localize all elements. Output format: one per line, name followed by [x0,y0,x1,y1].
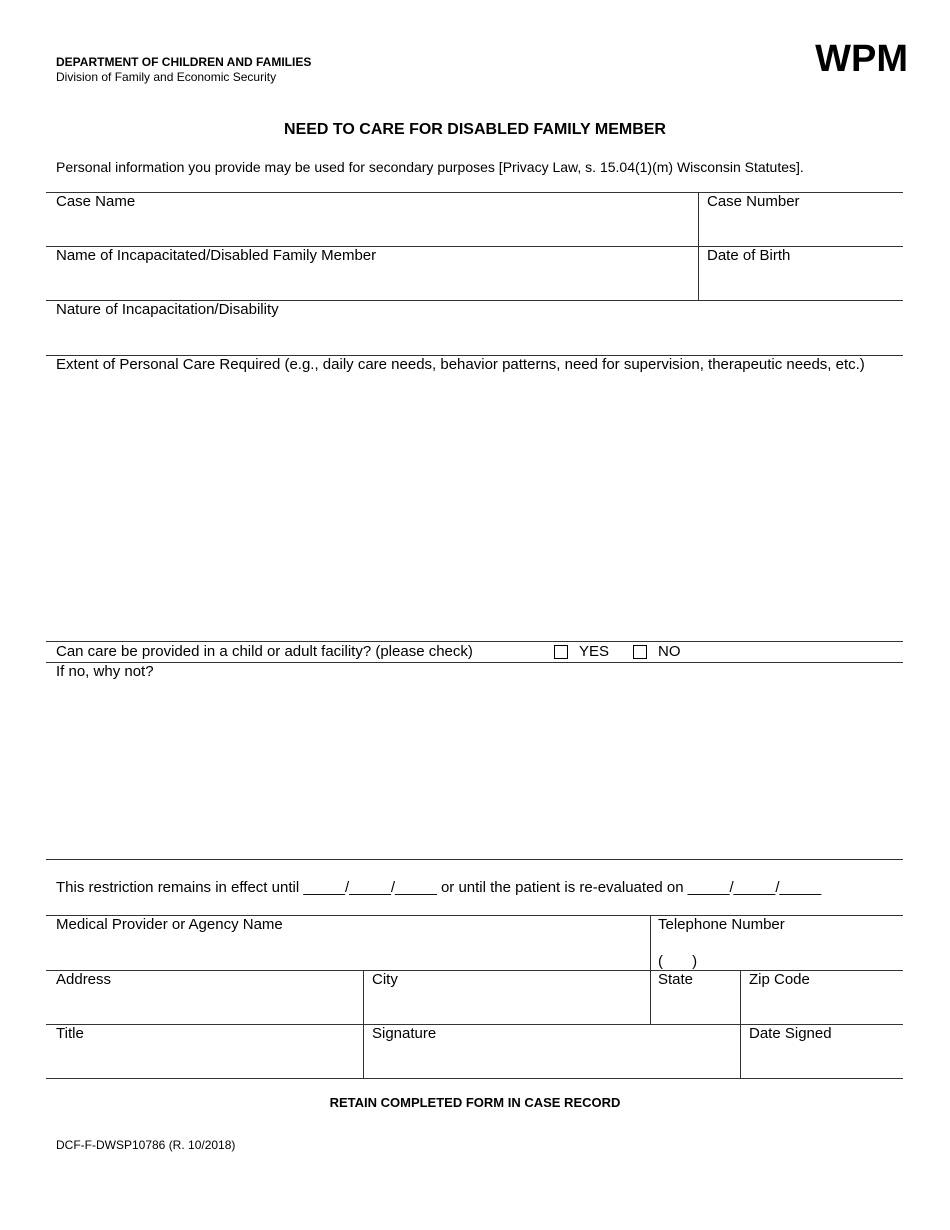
department-name: DEPARTMENT OF CHILDREN AND FAMILIES [56,55,312,69]
if-no-field[interactable] [46,662,903,859]
retain-notice: RETAIN COMPLETED FORM IN CASE RECORD [329,1095,621,1110]
divider [46,1078,903,1079]
divider [46,641,903,642]
nature-field[interactable] [46,300,903,354]
provider-name-label: Medical Provider or Agency Name [56,916,283,933]
form-number: DCF-F-DWSP10786 (R. 10/2018) [56,1138,236,1152]
date-signed-field[interactable] [741,1024,903,1078]
date-signed-label: Date Signed [749,1025,832,1042]
city-field[interactable] [364,970,650,1024]
zip-code-field[interactable] [741,970,903,1024]
case-number-field[interactable] [699,192,903,246]
case-name-label: Case Name [56,193,136,210]
restriction-text: This restriction remains in effect until _____/_____/_____ or until the patient is re-evaluated on _____/_____/_____ [56,879,822,896]
page-title: NEED TO CARE FOR DISABLED FAMILY MEMBER [284,121,666,138]
city-label: City [372,971,398,988]
date-of-birth-field[interactable] [699,246,903,300]
divider [46,859,903,860]
yes-label: YES [579,643,610,660]
yes-checkbox[interactable] [554,645,568,659]
case-name-field[interactable] [46,192,698,246]
title-field[interactable] [46,1024,363,1078]
phone-area-code: ( ) [658,953,698,970]
no-label: NO [658,643,681,660]
member-name-label: Name of Incapacitated/Disabled Family Member [56,247,377,264]
member-name-field[interactable] [46,246,698,300]
state-field[interactable] [651,970,740,1024]
date-of-birth-label: Date of Birth [707,247,791,264]
division-name: Division of Family and Economic Security [56,70,277,84]
state-label: State [658,971,694,988]
case-number-label: Case Number [707,193,800,210]
privacy-notice: Personal information you provide may be used for secondary purposes [Privacy Law, s. 15.04(1)(m) Wisconsin Statutes]. [56,159,804,175]
extent-field[interactable] [46,355,903,640]
address-label: Address [56,971,112,988]
telephone-field[interactable] [651,915,903,970]
zip-code-label: Zip Code [749,971,810,988]
telephone-label: Telephone Number [658,916,785,933]
facility-question: Can care be provided in a child or adult facility? (please check) [56,643,473,660]
title-label: Title [56,1025,84,1042]
if-no-label: If no, why not? [56,663,154,680]
nature-label: Nature of Incapacitation/Disability [56,301,279,318]
extent-label: Extent of Personal Care Required (e.g., daily care needs, behavior patterns, need for supervision, therapeutic needs, etc.) [56,356,865,373]
signature-field[interactable] [364,1024,740,1078]
signature-label: Signature [372,1025,437,1042]
provider-name-field[interactable] [46,915,650,970]
no-checkbox[interactable] [633,645,647,659]
address-field[interactable] [46,970,363,1024]
form-code: WPM [815,38,908,80]
